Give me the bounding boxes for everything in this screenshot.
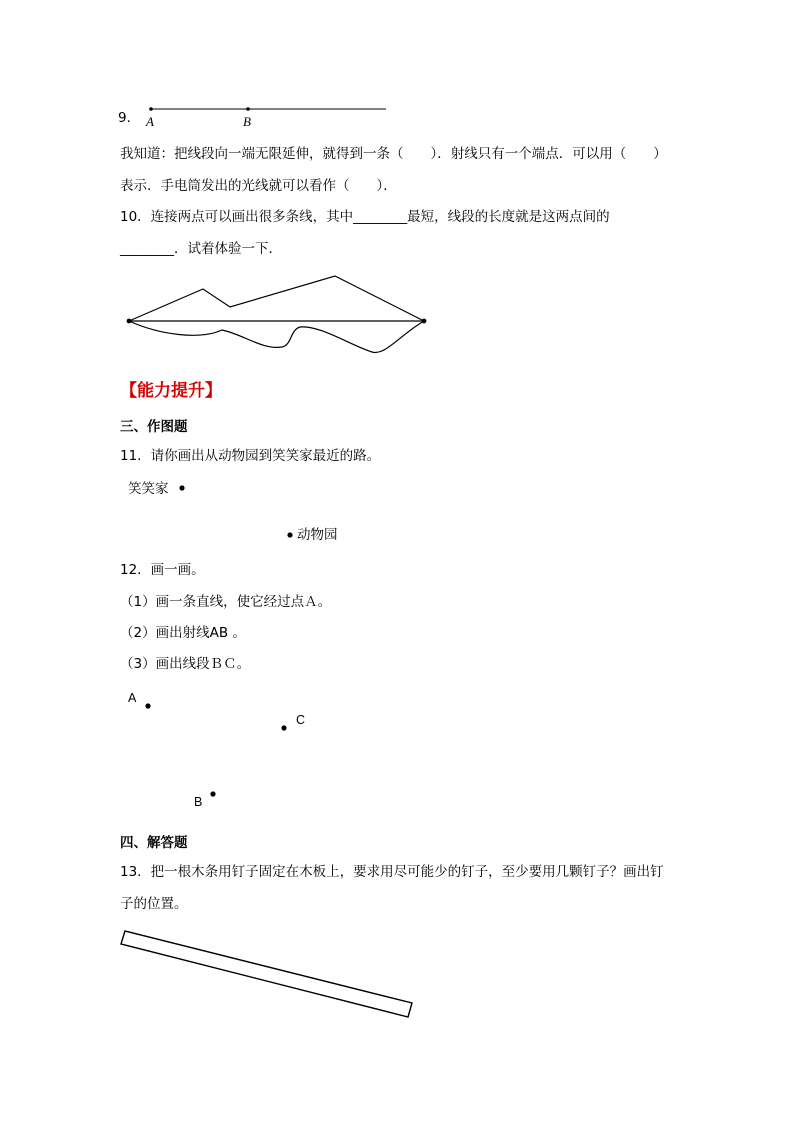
q11-text: 11．请你画出从动物园到笑笑家最近的路。 <box>120 448 381 464</box>
q11-zoo-label: 动物园 <box>297 527 338 543</box>
q13-wood-strip <box>121 931 412 1017</box>
q10-polyline-path <box>129 276 424 321</box>
q10-paths-figure <box>127 276 426 352</box>
q11-home-point <box>179 485 184 490</box>
q12-step1: （1）画一条直线，使它经过点Ａ。 <box>120 594 332 610</box>
part4-title: 四、解答题 <box>120 835 188 851</box>
part3-title: 三、作图题 <box>120 419 188 435</box>
q13-line2: 子的位置。 <box>120 896 188 912</box>
q11-home-label: 笑笑家 <box>128 481 169 497</box>
q9-line1: 我知道：把线段向一端无限延伸，就得到一条（ ）．射线只有一个端点．可以用（ ） <box>120 146 667 162</box>
q12-point-a-label: A <box>128 691 137 705</box>
q9-point-a-label: A <box>146 114 154 129</box>
q11-zoo-point <box>287 532 292 537</box>
q9-point-a <box>149 107 153 111</box>
q12-point-b-label: B <box>194 795 203 809</box>
q12-point-a <box>145 703 150 708</box>
q10-left-point <box>127 319 131 323</box>
q9-line2: 表示．手电筒发出的光线就可以看作（ ）． <box>120 178 397 194</box>
q12-text: 12．画一画。 <box>120 562 205 578</box>
q12-point-c-label: C <box>296 713 306 727</box>
q13-line1: 13．把一根木条用钉子固定在木板上，要求用尽可能少的钉子，至少要用几颗钉子？画出钉 <box>120 864 664 880</box>
q10-curved-path <box>129 321 424 352</box>
q12-step2: （2）画出射线AB 。 <box>120 625 246 641</box>
section-title: 【能力提升】 <box>120 381 222 401</box>
q12-step3: （3）画出线段ＢＣ。 <box>120 656 251 672</box>
q12-point-b <box>210 791 215 796</box>
q10-right-point <box>422 319 426 323</box>
q9-number: 9． <box>118 110 141 126</box>
q10-line2: ________．试着体验一下． <box>120 241 282 257</box>
q12-point-c <box>281 725 286 730</box>
q9-point-b <box>246 107 250 111</box>
q10-line1: 10．连接两点可以画出很多条线，其中________最短，线段的长度就是这两点间的 <box>120 209 610 225</box>
q9-point-b-label: B <box>243 114 251 129</box>
q9-ray-figure <box>149 107 386 111</box>
